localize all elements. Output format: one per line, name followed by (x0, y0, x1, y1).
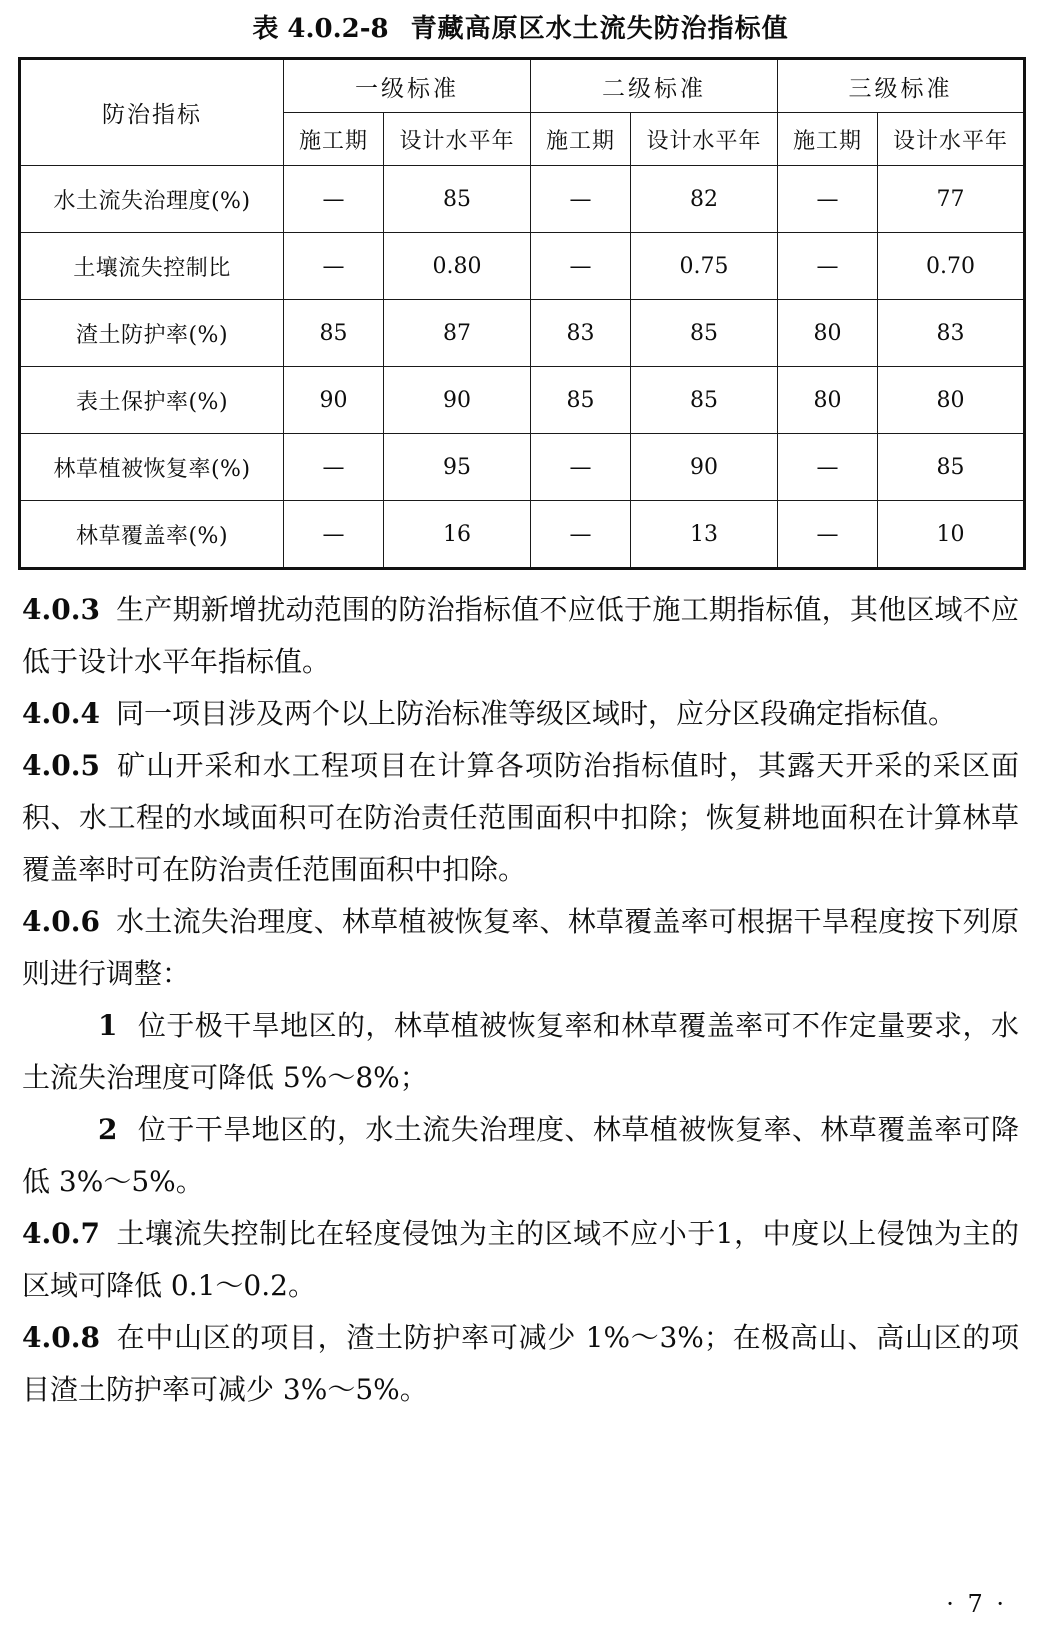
table-body (20, 166, 1025, 569)
table-row (20, 367, 1025, 434)
clause-number: 4.0.3 (22, 593, 100, 626)
cell-value: 83 (878, 300, 1025, 367)
clause-number: 4.0.7 (22, 1217, 100, 1250)
subitem-text: 位于干旱地区的，水土流失治理度、林草植被恢复率、林草覆盖率可降低 3%～5%。 (22, 1113, 1019, 1198)
clause-text: 在中山区的项目，渣土防护率可减少 1%～3%；在极高山、高山区的项目渣土防护率可减少 3%～5%。 (22, 1321, 1019, 1406)
cell-value: — (778, 434, 878, 501)
cell-value: 85 (631, 300, 778, 367)
table-title (18, 0, 1023, 57)
cell-value: — (531, 166, 631, 233)
header-grade-1: 一级标准 (284, 59, 531, 113)
table-row (20, 501, 1025, 569)
clause-4-0-8 (22, 1312, 1019, 1416)
row-label: 水土流失治理度(%) (20, 166, 284, 233)
cell-value: 0.70 (878, 233, 1025, 300)
subitem-number: 1 (98, 1009, 118, 1042)
subitem-text: 位于极干旱地区的，林草植被恢复率和林草覆盖率可不作定量要求，水土流失治理度可降低 5%～8%； (22, 1009, 1019, 1094)
clause-text: 同一项目涉及两个以上防治标准等级区域时，应分区段确定指标值。 (115, 697, 956, 730)
cell-value: 87 (384, 300, 531, 367)
indicator-table (18, 57, 1026, 570)
clause-text: 生产期新增扰动范围的防治指标值不应低于施工期指标值，其他区域不应低于设计水平年指标值。 (22, 593, 1019, 678)
clause-body (18, 584, 1023, 1416)
page-number: · 7 · (946, 1590, 1007, 1618)
subitem-number: 2 (98, 1113, 118, 1146)
clause-number: 4.0.4 (22, 697, 100, 730)
table-head (20, 59, 1025, 166)
clause-text: 水土流失治理度、林草植被恢复率、林草覆盖率可根据干旱程度按下列原则进行调整： (22, 905, 1019, 990)
cell-value: — (284, 501, 384, 569)
table-header-row-grades (20, 59, 1025, 113)
table-title-number: 表 4.0.2-8 (252, 14, 389, 44)
cell-value: — (284, 233, 384, 300)
row-label: 土壤流失控制比 (20, 233, 284, 300)
cell-value: 80 (778, 367, 878, 434)
clause-number: 4.0.5 (22, 749, 100, 782)
clause-4-0-5 (22, 740, 1019, 896)
table-row (20, 300, 1025, 367)
header-period-3a: 施工期 (778, 113, 878, 166)
cell-value: 80 (778, 300, 878, 367)
table-row (20, 434, 1025, 501)
cell-value: — (778, 501, 878, 569)
header-grade-2: 二级标准 (531, 59, 778, 113)
row-label: 渣土防护率(%) (20, 300, 284, 367)
cell-value: 85 (284, 300, 384, 367)
subitem-1 (22, 1000, 1019, 1104)
row-label: 林草覆盖率(%) (20, 501, 284, 569)
subitem-2 (22, 1104, 1019, 1208)
table-title-name: 青藏高原区水土流失防治指标值 (410, 14, 789, 44)
clause-number: 4.0.8 (22, 1321, 100, 1354)
cell-value: 90 (384, 367, 531, 434)
clause-text: 矿山开采和水工程项目在计算各项防治指标值时，其露天开采的采区面积、水工程的水域面积可在防治责任范围面积中扣除；恢复耕地面积在计算林草覆盖率时可在防治责任范围面积中扣除。 (22, 749, 1019, 886)
cell-value: 95 (384, 434, 531, 501)
cell-value: 0.80 (384, 233, 531, 300)
table-row (20, 166, 1025, 233)
cell-value: 13 (631, 501, 778, 569)
cell-value: 85 (631, 367, 778, 434)
header-period-2b: 设计水平年 (631, 113, 778, 166)
clause-4-0-3 (22, 584, 1019, 688)
clause-number: 4.0.6 (22, 905, 100, 938)
cell-value: 85 (878, 434, 1025, 501)
cell-value: — (778, 233, 878, 300)
header-period-3b: 设计水平年 (878, 113, 1025, 166)
cell-value: 0.75 (631, 233, 778, 300)
cell-value: 90 (284, 367, 384, 434)
header-period-1b: 设计水平年 (384, 113, 531, 166)
cell-value: 85 (531, 367, 631, 434)
cell-value: — (284, 434, 384, 501)
clause-4-0-4 (22, 688, 1019, 740)
header-grade-3: 三级标准 (778, 59, 1025, 113)
cell-value: — (778, 166, 878, 233)
clause-text: 土壤流失控制比在轻度侵蚀为主的区域不应小于1，中度以上侵蚀为主的区域可降低 0.1～0.2。 (22, 1217, 1019, 1302)
cell-value: — (531, 233, 631, 300)
cell-value: — (531, 501, 631, 569)
cell-value: 77 (878, 166, 1025, 233)
clause-4-0-7 (22, 1208, 1019, 1312)
cell-value: 83 (531, 300, 631, 367)
cell-value: 80 (878, 367, 1025, 434)
cell-value: 10 (878, 501, 1025, 569)
cell-value: 85 (384, 166, 531, 233)
table-row (20, 233, 1025, 300)
clause-4-0-6 (22, 896, 1019, 1000)
cell-value: 16 (384, 501, 531, 569)
row-label: 林草植被恢复率(%) (20, 434, 284, 501)
cell-value: 90 (631, 434, 778, 501)
row-label: 表土保护率(%) (20, 367, 284, 434)
cell-value: — (284, 166, 384, 233)
cell-value: 82 (631, 166, 778, 233)
header-period-2a: 施工期 (531, 113, 631, 166)
header-index: 防治指标 (20, 59, 284, 166)
header-period-1a: 施工期 (284, 113, 384, 166)
cell-value: — (531, 434, 631, 501)
